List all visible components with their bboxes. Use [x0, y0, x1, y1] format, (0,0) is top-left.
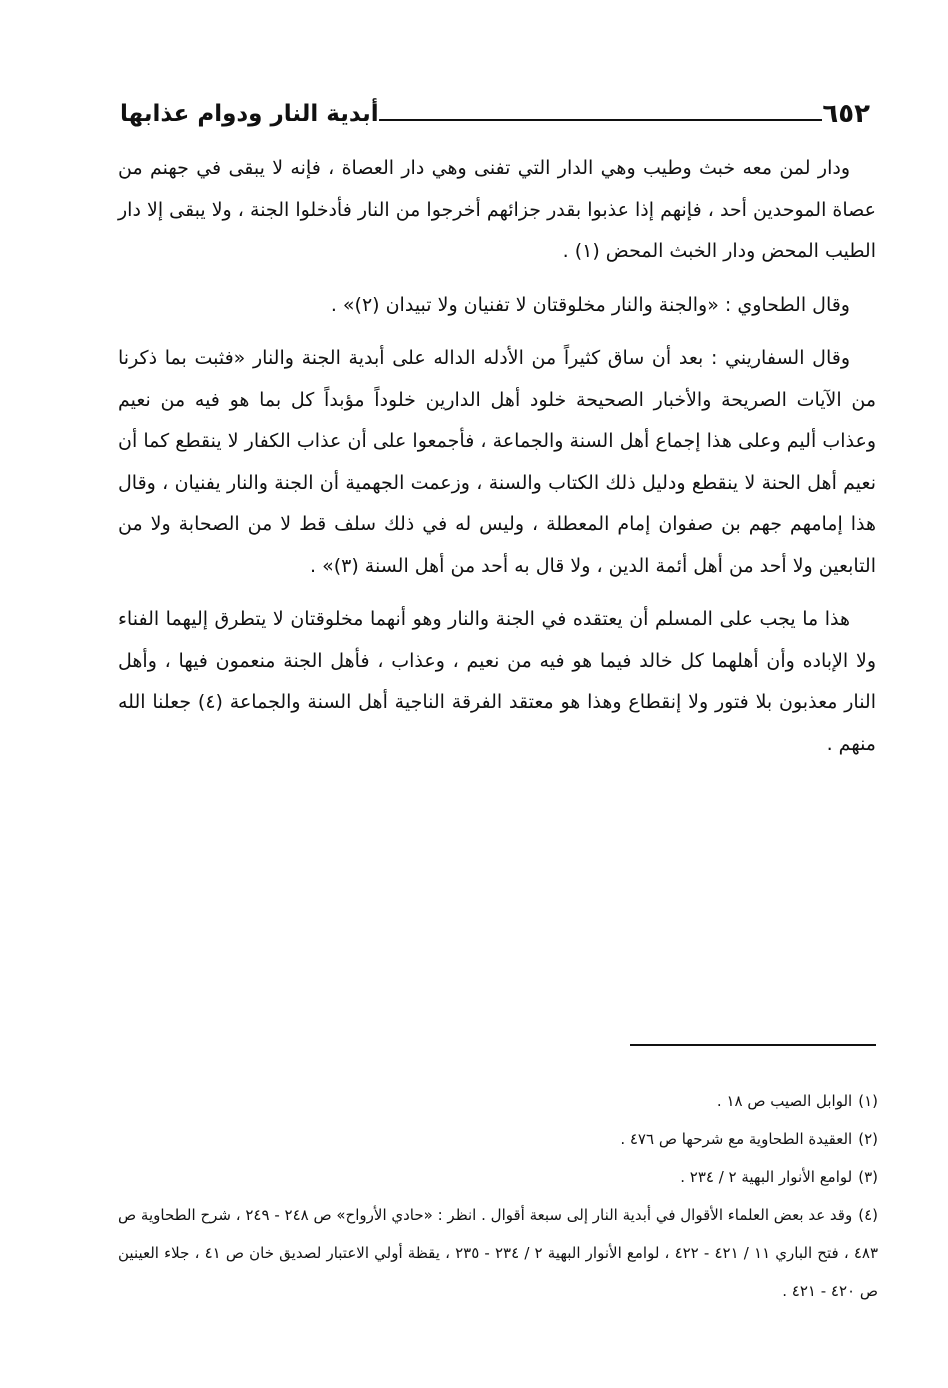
paragraph	[118, 338, 876, 587]
paragraph	[118, 599, 876, 765]
footnote-marker: (٢)	[858, 1130, 878, 1148]
footnote-text: العقيدة الطحاوية مع شرحها ص ٤٧٦ .	[620, 1130, 853, 1148]
paragraph-text: هذا ما يجب على المسلم أن يعتقده في الجنة والنار وهو أنهما مخلوقتان لا يتطرق إليهما الفناء ولا الإباده وأن أهلهما كل خالد فيما هو فيه من نعيم ، وعذاب ، فأهل الجنة منعمون فيها ، وأهل النار معذبون بلا فتور ولا إنقطاع وهذا هو معتقد الفرقة الناجية أهل السنة والجماعة (٤) جعلنا الله منهم .	[118, 608, 876, 755]
paragraph-text: وقال الطحاوي : «والجنة والنار مخلوقتان لا تفنيان ولا تبيدان (٢)» .	[330, 293, 850, 316]
footnote-text: الوابل الصيب ص ١٨ .	[716, 1092, 853, 1110]
running-title: أبدية النار ودوام عذابها	[120, 101, 379, 127]
footnote	[118, 1120, 878, 1158]
footnote	[118, 1082, 878, 1120]
paragraph-text: ودار لمن معه خبث وطيب وهي الدار التي تفنى وهي دار العصاة ، فإنه لا يبقى في جهنم من عصاة الموحدين أحد ، فإنهم إذا عذبوا بقدر جزائهم أخرجوا من النار فأدخلوا الجنة ، ولا يبقى إلا دار الطيب المحض ودار الخبث المحض (١) .	[118, 157, 876, 262]
header-rule	[379, 119, 823, 121]
footnote-marker: (٣)	[858, 1168, 878, 1186]
paragraph	[118, 285, 876, 327]
main-text	[118, 148, 876, 777]
page-number: ٦٥٢	[822, 99, 870, 129]
footnote-marker: (٤)	[858, 1206, 879, 1224]
footnote-marker: (١)	[858, 1092, 878, 1110]
paragraph	[118, 148, 876, 273]
footnote	[118, 1158, 878, 1196]
page-header	[108, 92, 880, 136]
footnote-text: لوامع الأنوار البهية ٢ / ٢٣٤ .	[680, 1168, 853, 1186]
footnote	[118, 1196, 878, 1310]
footnote-separator	[630, 1044, 876, 1046]
paragraph-text: وقال السفاريني : بعد أن ساق كثيراً من الأدله الداله على أبدية الجنة والنار «فثبت بما ذكرنا من الآيات الصريحة والأخبار الصحيحة خلود أهل الدارين خلوداً مؤبداً كل بما هو فيه من نعيم وعذاب أليم وعلى هذا إجماع أهل السنة والجماعة ، فأجمعوا على أن عذاب الكفار لا ينقطع كما أن نعيم أهل الحنة لا ينقطع ودليل ذلك الكتاب والسنة ، وزعمت الجهمية أن الجنة والنار يفنيان ، وقال هذا إمامهم جهم بن صفوان إمام المعطلة ، وليس له في ذلك سلف قط لا من الصحابة ولا من التابعين ولا أحد من أهل أئمة الدين ، ولا قال به أحد من أهل السنة (٣)» .	[118, 347, 876, 577]
footnote-text: وقد عد بعض العلماء الأقوال في أبدية النار إلى سبعة أقوال . انظر : «حادي الأرواح» ص ٢٤٨ - ٢٤٩ ، شرح الطحاوية ص ٤٨٣ ، فتح الباري ١١ / ٤٢١ - ٤٢٢ ، لوامع الأنوار البهية ٢ / ٢٣٤ - ٢٣٥ ، يقظة أولي الاعتبار لصديق خان ص ٤١ ، جلاء العينين ص ٤٢٠ - ٤٢١ .	[118, 1206, 878, 1300]
footnotes	[118, 1082, 878, 1310]
